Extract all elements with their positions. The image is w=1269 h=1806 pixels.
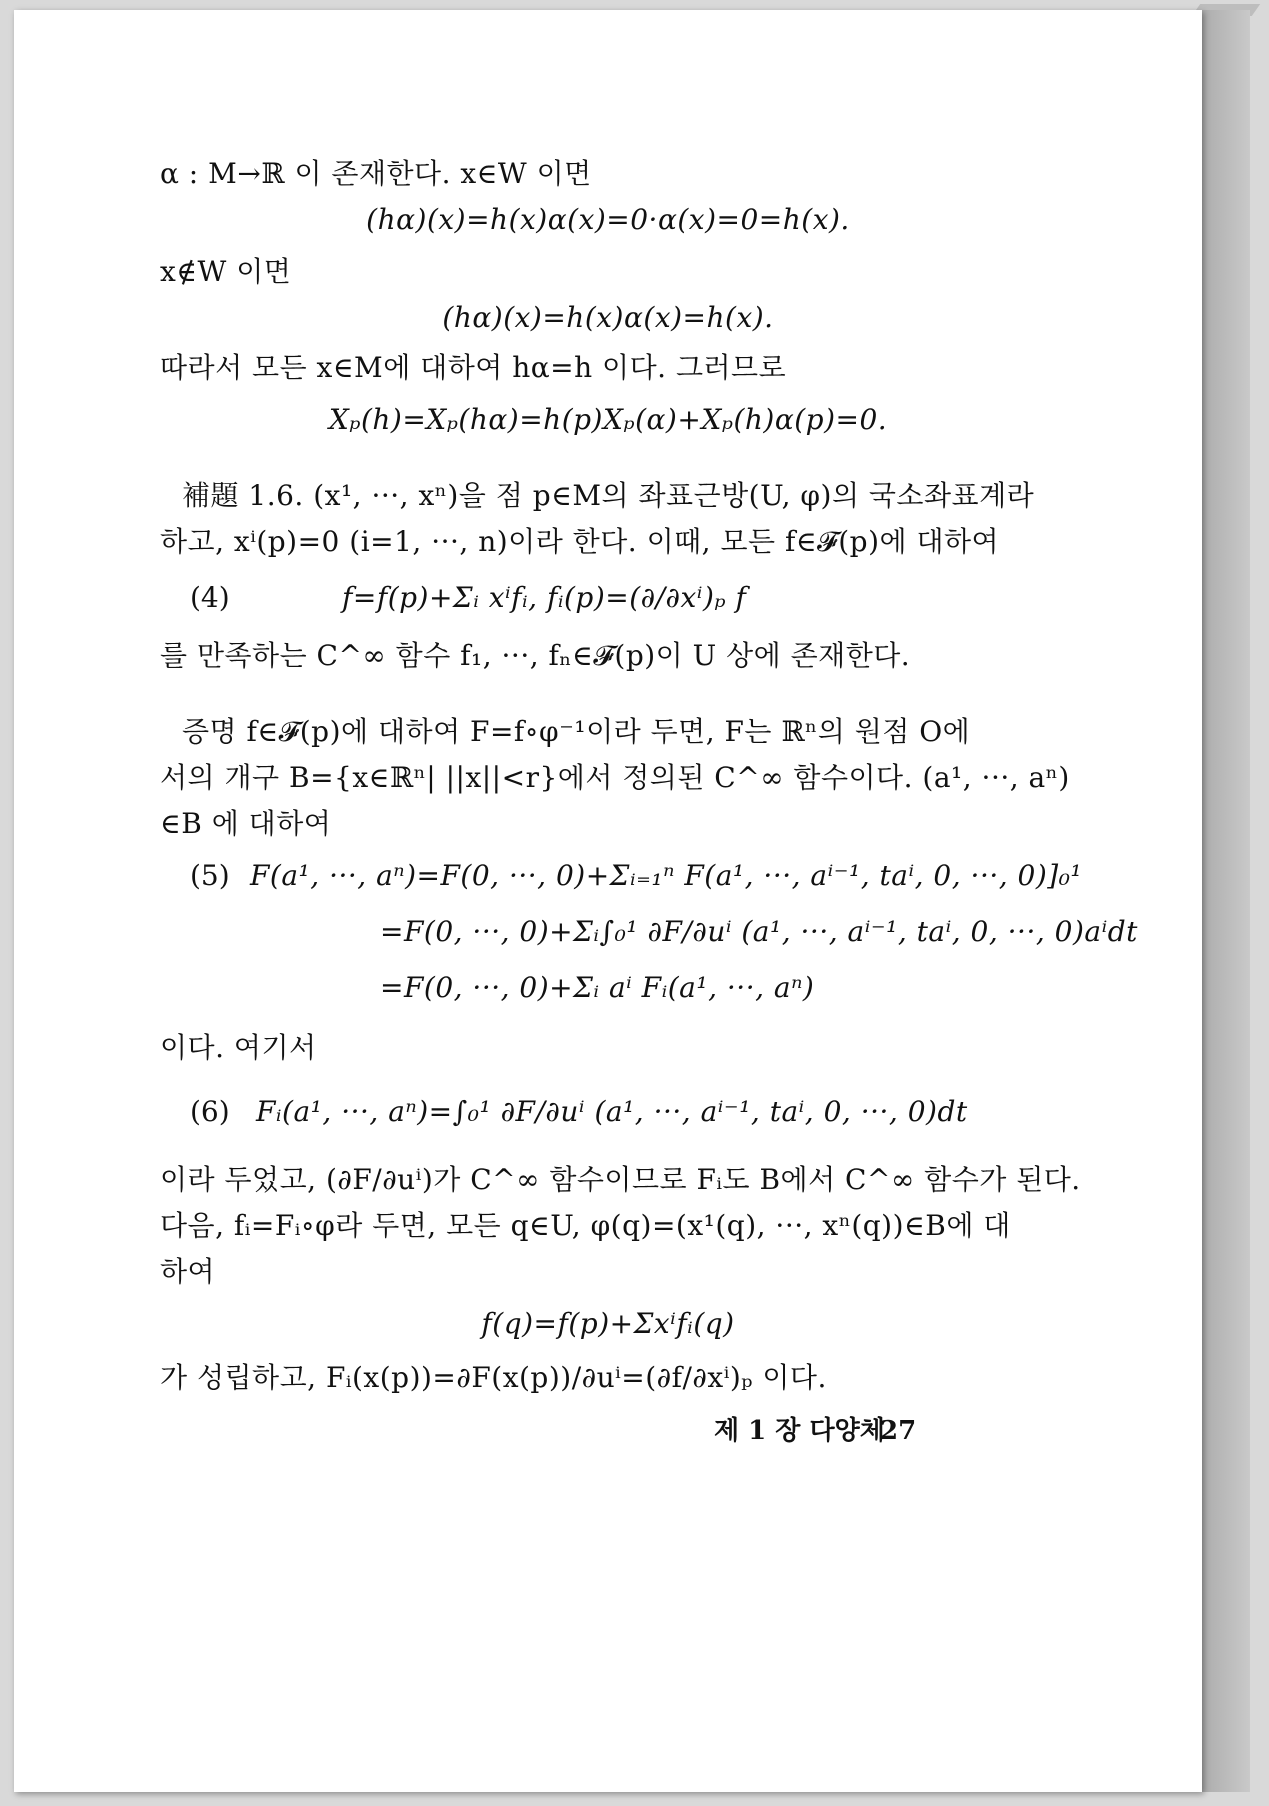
page-number: 27 [880, 1416, 917, 1446]
text-line-here: 이다. 여기서 [160, 1031, 317, 1064]
equation-5-line-2: =F(0, ···, 0)+Σᵢ∫₀¹ ∂F/∂uⁱ (a¹, ···, aⁱ⁻¹, taⁱ, 0, ···, 0)aⁱdt [380, 915, 1138, 948]
proof-line-6: 하여 [160, 1255, 216, 1288]
equation-4: f=f(p)+Σᵢ xⁱfᵢ, fᵢ(p)=(∂/∂xⁱ)ₚ f [342, 581, 747, 614]
proof-line-2: 서의 개구 B={x∈ℝⁿ| ||x||<r}에서 정의된 C^∞ 함수이다. (a¹, ···, aⁿ) [160, 761, 1070, 794]
equation-number-6: (6) [190, 1095, 230, 1128]
lemma-heading-line: 補題 1.6. (x¹, ···, xⁿ)을 점 p∈M의 좌표근방(U, φ)의 국소좌표계라 [182, 479, 1035, 512]
lemma-conclusion: 를 만족하는 C^∞ 함수 f₁, ···, fₙ∈𝓕(p)이 U 상에 존재한다. [160, 639, 911, 672]
proof-line-1: 증명 f∈𝓕(p)에 대하여 F=f∘φ⁻¹이라 두면, F는 ℝⁿ의 원점 O에 [182, 715, 971, 748]
equation-2: (hα)(x)=h(x)α(x)=h(x). [442, 301, 774, 334]
chapter-label: 제 1 장 다양체 [714, 1416, 885, 1446]
equation-5-line-3: =F(0, ···, 0)+Σᵢ aⁱ Fᵢ(a¹, ···, aⁿ) [380, 971, 815, 1004]
proof-line-4: 이라 두었고, (∂F/∂uⁱ)가 C^∞ 함수이므로 Fᵢ도 B에서 C^∞ 함수가 된다. [160, 1163, 1081, 1196]
proof-line-3: ∈B 에 대하여 [160, 807, 332, 840]
page-edge [1196, 10, 1250, 1792]
equation-1: (hα)(x)=h(x)α(x)=0·α(x)=0=h(x). [366, 203, 850, 236]
proof-line-5: 다음, fᵢ=Fᵢ∘φ라 두면, 모든 q∈U, φ(q)=(x¹(q), ···, xⁿ(q))∈B에 대 [160, 1209, 1011, 1242]
equation-3: Xₚ(h)=Xₚ(hα)=h(p)Xₚ(α)+Xₚ(h)α(p)=0. [328, 403, 888, 436]
equation-7: f(q)=f(p)+Σxⁱfᵢ(q) [481, 1307, 735, 1340]
text-line-3: 따라서 모든 x∈M에 대하여 hα=h 이다. 그러므로 [160, 351, 787, 384]
equation-number-4: (4) [190, 581, 230, 614]
book-page [14, 10, 1202, 1792]
text-line-1: α : M→ℝ 이 존재한다. x∈W 이면 [160, 157, 592, 190]
equation-number-5: (5) [190, 859, 230, 892]
equation-5-line-1: F(a¹, ···, aⁿ)=F(0, ···, 0)+Σᵢ₌₁ⁿ F(a¹, ···, aⁱ⁻¹, taⁱ, 0, ···, 0)]₀¹ [250, 859, 1083, 892]
lemma-line-2: 하고, xⁱ(p)=0 (i=1, ···, n)이라 한다. 이때, 모든 f∈𝓕(p)에 대하여 [160, 525, 1000, 558]
proof-conclusion: 가 성립하고, Fᵢ(x(p))=∂F(x(p))/∂uⁱ=(∂f/∂xⁱ)ₚ 이다. [160, 1361, 827, 1394]
text-line-2: x∉W 이면 [160, 255, 292, 288]
equation-6: Fᵢ(a¹, ···, aⁿ)=∫₀¹ ∂F/∂uⁱ (a¹, ···, aⁱ⁻¹, taⁱ, 0, ···, 0)dt [256, 1095, 968, 1128]
